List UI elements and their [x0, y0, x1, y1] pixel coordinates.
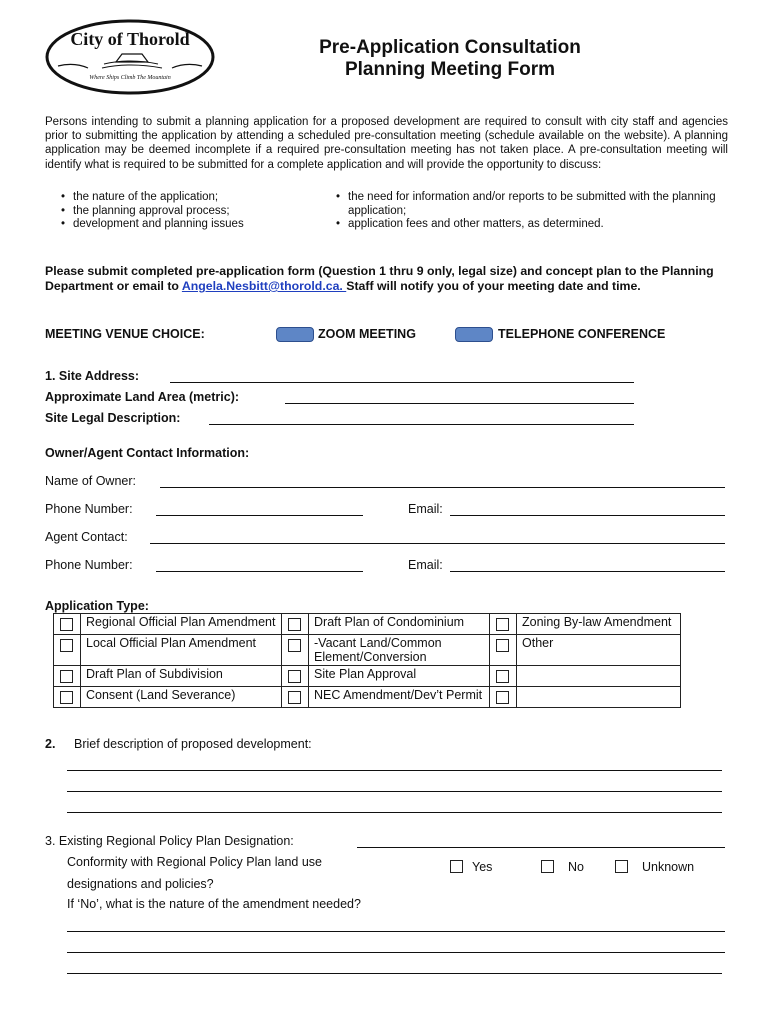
logo-motto: Where Ships Climb The Mountain — [89, 75, 171, 81]
description-line[interactable] — [67, 791, 722, 792]
app-type-cell: Draft Plan of Condominium — [309, 614, 490, 635]
zoom-meeting-label: ZOOM MEETING — [318, 327, 416, 341]
app-type-cell — [517, 666, 681, 687]
conformity-question-line-1: Conformity with Regional Policy Plan land use — [67, 855, 322, 869]
checkbox[interactable] — [490, 614, 517, 635]
logo-name: City of Thorold — [70, 29, 190, 49]
question-3-label: 3. Existing Regional Policy Plan Designation: — [45, 834, 294, 848]
checkbox[interactable] — [282, 666, 309, 687]
checkbox[interactable] — [54, 666, 81, 687]
app-type-cell: NEC Amendment/Dev’t Permit — [309, 687, 490, 708]
legal-description-field[interactable] — [209, 424, 634, 425]
bullet-item: • the need for information and/or reports to be submitted with the planning application; — [330, 191, 730, 218]
amendment-line[interactable] — [67, 931, 725, 932]
owner-phone-field[interactable] — [156, 515, 363, 516]
table-row — [54, 666, 681, 687]
question-2-label: Brief description of proposed development: — [74, 737, 312, 751]
unknown-checkbox[interactable] — [615, 860, 628, 873]
title-line-1: Pre-Application Consultation — [319, 37, 581, 58]
checkbox[interactable] — [490, 666, 517, 687]
table-row — [54, 687, 681, 708]
contact-heading: Owner/Agent Contact Information: — [45, 446, 250, 460]
description-line[interactable] — [67, 812, 722, 813]
question-2-number: 2. — [45, 737, 56, 751]
legal-description-label: Site Legal Description: — [45, 411, 181, 425]
bullet-list-right — [330, 191, 730, 232]
checkbox[interactable] — [54, 687, 81, 708]
land-area-label: Approximate Land Area (metric): — [45, 390, 240, 404]
app-type-cell: Consent (Land Severance) — [81, 687, 282, 708]
owner-name-label: Name of Owner: — [45, 474, 137, 488]
owner-email-field[interactable] — [450, 515, 725, 516]
checkbox[interactable] — [282, 687, 309, 708]
zoom-meeting-toggle[interactable] — [276, 327, 314, 342]
amendment-line[interactable] — [67, 952, 725, 953]
app-type-cell: Draft Plan of Subdivision — [81, 666, 282, 687]
app-type-cell: -Vacant Land/Common Element/Conversion — [309, 635, 490, 666]
no-checkbox[interactable] — [541, 860, 554, 873]
checkbox[interactable] — [490, 635, 517, 666]
table-row — [54, 635, 681, 666]
submit-instructions — [45, 264, 735, 294]
submit-text-after: Staff will notify you of your meeting date and time. — [346, 279, 641, 293]
app-type-cell: Regional Official Plan Amendment — [81, 614, 282, 635]
email-link[interactable]: Angela.Nesbitt@thorold.ca. — [181, 279, 347, 293]
yes-checkbox[interactable] — [450, 860, 463, 873]
owner-phone-label: Phone Number: — [45, 502, 133, 516]
amendment-line[interactable] — [67, 973, 722, 974]
venue-label: MEETING VENUE CHOICE: — [45, 327, 205, 341]
submit-text-before: Please submit completed pre-application form (Question 1 thru 9 only, legal size) and concept plan to the Planning Department or email to — [45, 264, 714, 293]
agent-email-field[interactable] — [450, 571, 725, 572]
title-line-2: Planning Meeting Form — [344, 59, 556, 80]
checkbox[interactable] — [54, 614, 81, 635]
unknown-label: Unknown — [642, 860, 695, 874]
city-logo — [44, 18, 216, 96]
page-title — [270, 37, 630, 81]
app-type-cell: Local Official Plan Amendment — [81, 635, 282, 666]
bullet-list-left — [55, 191, 335, 232]
bullet-item: • the planning approval process; — [55, 205, 335, 219]
app-type-cell: Other — [517, 635, 681, 666]
description-line[interactable] — [67, 770, 722, 771]
site-address-field[interactable] — [170, 382, 634, 383]
agent-email-label: Email: — [408, 558, 443, 572]
table-row — [54, 614, 681, 635]
application-type-heading: Application Type: — [45, 599, 149, 613]
agent-phone-field[interactable] — [156, 571, 363, 572]
checkbox[interactable] — [282, 614, 309, 635]
bullet-item: • development and planning issues — [55, 218, 335, 232]
intro-paragraph: Persons intending to submit a planning application for a proposed development are required to consult with city staff and agencies prior to submitting the application by attending a scheduled pre-consultation meeting (schedule available on the website). A planning application may be deemed incomplete if a required pre-consultation meeting has not taken place. A pre-consultation meeting will identify what is required to be submitted for a complete application and will provide the opportunity to discuss: — [45, 116, 728, 171]
agent-contact-field[interactable] — [150, 543, 725, 544]
app-type-cell — [517, 687, 681, 708]
owner-email-label: Email: — [408, 502, 443, 516]
amendment-question: If ‘No’, what is the nature of the amendment needed? — [67, 897, 361, 911]
application-type-table — [53, 613, 681, 708]
no-label: No — [568, 860, 584, 874]
app-type-cell: Zoning By-law Amendment — [517, 614, 681, 635]
bullet-item: • application fees and other matters, as determined. — [330, 218, 730, 232]
site-address-label: 1. Site Address: — [45, 369, 140, 383]
yes-label: Yes — [472, 860, 493, 874]
bullet-item: • the nature of the application; — [55, 191, 335, 205]
checkbox[interactable] — [282, 635, 309, 666]
land-area-field[interactable] — [285, 403, 634, 404]
telephone-conference-toggle[interactable] — [455, 327, 493, 342]
agent-contact-label: Agent Contact: — [45, 530, 128, 544]
app-type-cell: Site Plan Approval — [309, 666, 490, 687]
policy-designation-field[interactable] — [357, 847, 725, 848]
checkbox[interactable] — [490, 687, 517, 708]
telephone-conference-label: TELEPHONE CONFERENCE — [498, 327, 666, 341]
conformity-question-line-2: designations and policies? — [67, 877, 214, 891]
checkbox[interactable] — [54, 635, 81, 666]
owner-name-field[interactable] — [160, 487, 725, 488]
agent-phone-label: Phone Number: — [45, 558, 133, 572]
